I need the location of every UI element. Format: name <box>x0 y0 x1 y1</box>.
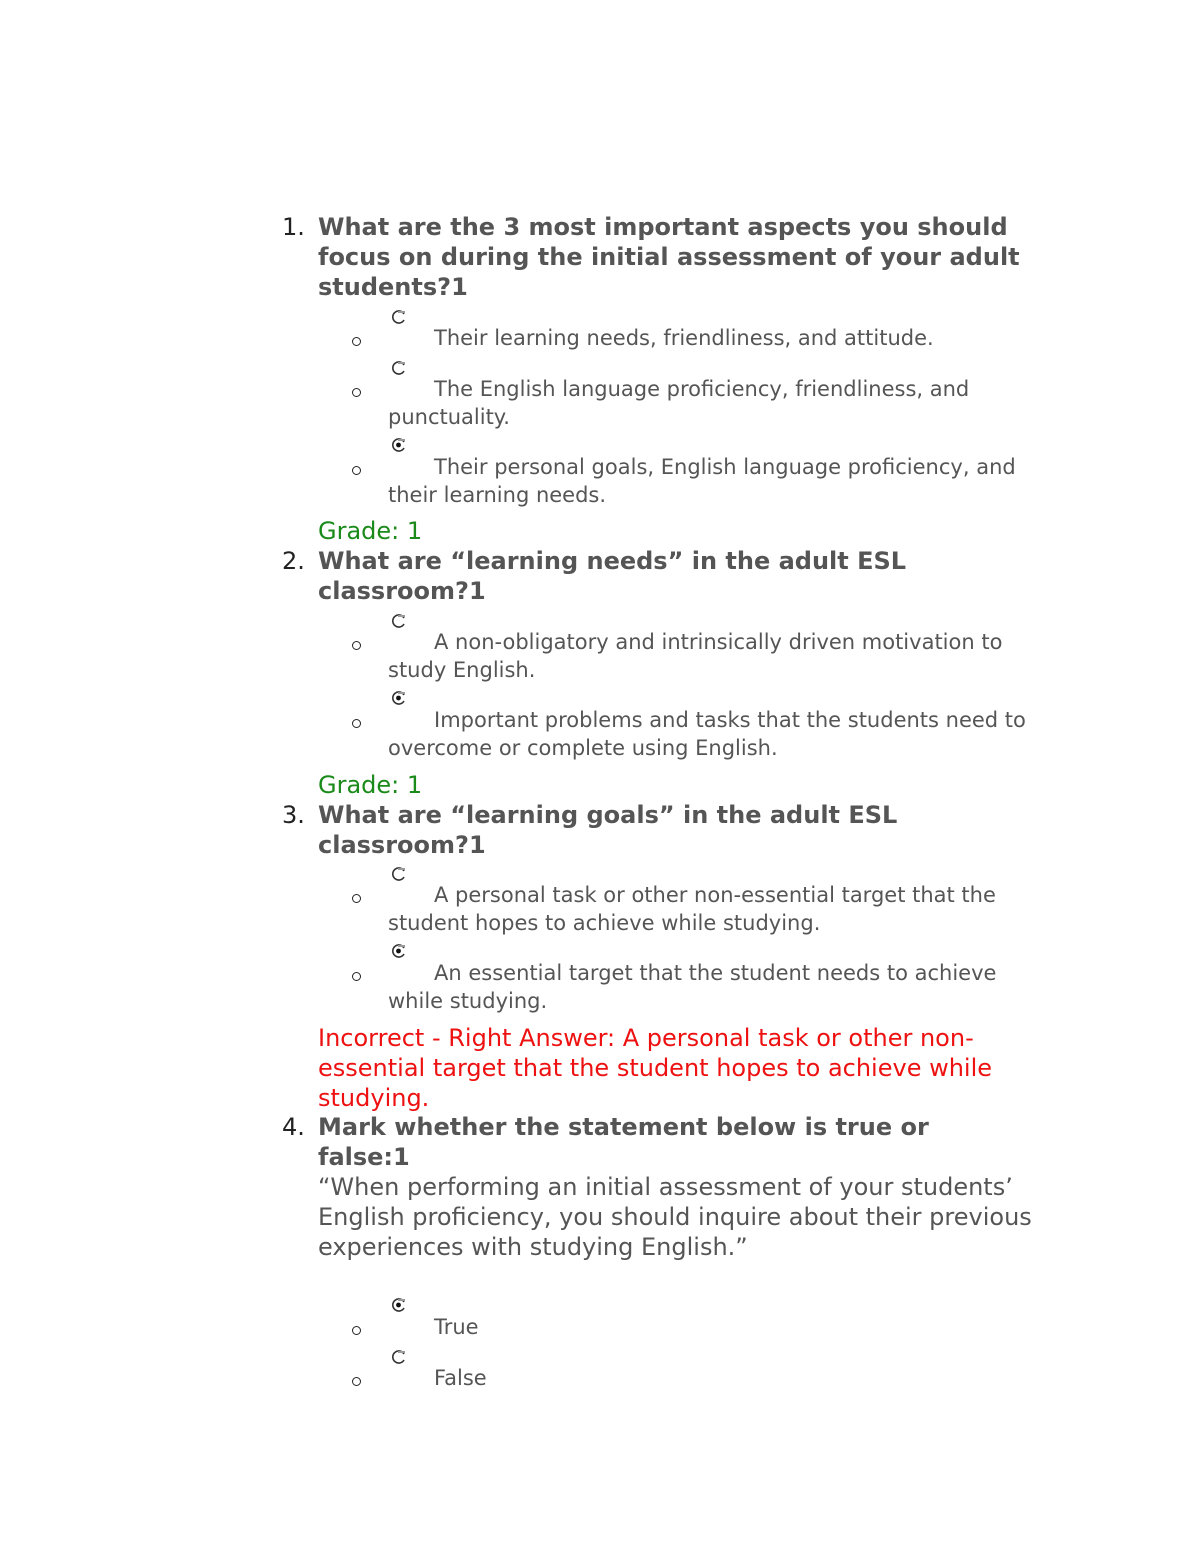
option-label: A personal task or other non-essential target that the student hopes to achieve while studying. <box>388 883 996 935</box>
option-label: Their personal goals, English language proficiency, and their learning needs. <box>388 455 1016 507</box>
bullet-icon <box>352 388 361 397</box>
option-label: False <box>434 1366 487 1390</box>
question-number: 4. <box>282 1113 305 1141</box>
incorrect-result: Incorrect - Right Answer: A personal task or other non-essential target that the student hopes to achieve while studying. <box>318 1024 993 1112</box>
option-label: An essential target that the student needs to achieve while studying. <box>388 961 997 1013</box>
option-label: Important problems and tasks that the students need to overcome or complete using English. <box>388 708 1026 760</box>
bullet-icon <box>352 1377 361 1386</box>
radio-selected-icon[interactable] <box>391 943 407 959</box>
radio-unselected-icon[interactable] <box>391 613 407 629</box>
option-label: A non-obligatory and intrinsically driven motivation to study English. <box>388 630 1003 682</box>
bullet-icon <box>352 972 361 981</box>
grade-result: Grade: 1 <box>318 517 423 545</box>
radio-unselected-icon[interactable] <box>391 1349 407 1365</box>
radio-unselected-icon[interactable] <box>391 360 407 376</box>
question-text: What are “learning needs” in the adult ESL classroom?1 <box>318 547 907 605</box>
question-number: 1. <box>282 213 305 241</box>
option-label: The English language proficiency, friendliness, and punctuality. <box>388 377 970 429</box>
bullet-icon <box>352 641 361 650</box>
question-text: What are the 3 most important aspects you should focus on during the initial assessment of your adult students?1 <box>318 213 1020 301</box>
radio-selected-icon[interactable] <box>391 1297 407 1313</box>
bullet-icon <box>352 337 361 346</box>
radio-selected-icon[interactable] <box>391 437 407 453</box>
question-number: 3. <box>282 801 305 829</box>
radio-selected-icon[interactable] <box>391 690 407 706</box>
question-text: What are “learning goals” in the adult ESL classroom?1 <box>318 801 898 859</box>
radio-unselected-icon[interactable] <box>391 309 407 325</box>
bullet-icon <box>352 894 361 903</box>
radio-unselected-icon[interactable] <box>391 866 407 882</box>
option-label: True <box>434 1315 479 1339</box>
bullet-icon <box>352 1326 361 1335</box>
bullet-icon <box>352 466 361 475</box>
question-number: 2. <box>282 547 305 575</box>
grade-result: Grade: 1 <box>318 771 423 799</box>
question-text: Mark whether the statement below is true or false:1 <box>318 1113 929 1171</box>
bullet-icon <box>352 719 361 728</box>
option-label: Their learning needs, friendliness, and attitude. <box>434 326 934 350</box>
question-statement: “When performing an initial assessment of your students’ English proficiency, you should inquire about their previous experiences with studying English.” <box>318 1173 1032 1261</box>
